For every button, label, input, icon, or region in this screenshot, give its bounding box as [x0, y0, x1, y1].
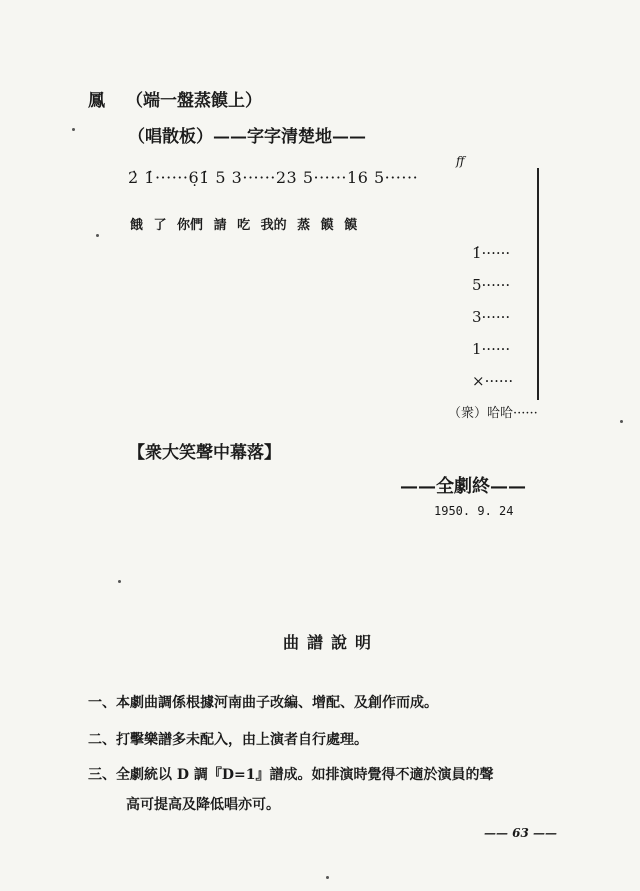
note-item-2: 二、打擊樂譜多未配入，由上演者自行處理。 [88, 732, 368, 748]
note-item-3: 三、全劇統以 D 調『D=1』譜成。如排演時覺得不適於演員的聲 [88, 767, 494, 783]
speck [118, 580, 121, 583]
bar-line [537, 168, 539, 400]
melisma-note-3: 3······ [472, 308, 511, 326]
end-mark: ——全劇終—— [400, 476, 526, 497]
melisma-note-5: ×······ [472, 372, 514, 390]
melisma-note-1: 1̇······ [472, 244, 511, 262]
speck [72, 128, 75, 131]
page-number: —— 63 —— [484, 826, 558, 840]
melisma-note-2: 5······ [472, 276, 511, 294]
date: 1950. 9. 24 [434, 504, 514, 518]
curtain-direction: 【衆大笑聲中幕落】 [128, 443, 281, 463]
dynamic-mark: ff [456, 154, 465, 168]
speck [96, 234, 99, 237]
jianpu-notation-line: 2̇ 1̇······6̣1̇ 5 3······23 5······16 5······ [128, 168, 419, 187]
lyrics-line: 餓 了 你們 請 吃 我的 蒸 饃 饃 [130, 218, 358, 233]
chorus-line: （衆）哈哈······ [448, 406, 538, 421]
note-item-1: 一、本劇曲調係根據河南曲子改編、增配、及創作而成。 [88, 695, 438, 711]
melisma-note-4: 1······ [472, 340, 511, 358]
note-item-3-continued: 高可提高及降低唱亦可。 [126, 797, 280, 813]
speck [326, 876, 329, 879]
speck [620, 420, 623, 423]
speaker-name: 鳳 [88, 91, 105, 111]
notes-title: 曲譜說明 [283, 633, 380, 652]
stage-direction-sing: （唱散板）——字字清楚地—— [128, 127, 366, 147]
stage-direction-enter: （端一盤蒸饃上） [126, 91, 262, 111]
